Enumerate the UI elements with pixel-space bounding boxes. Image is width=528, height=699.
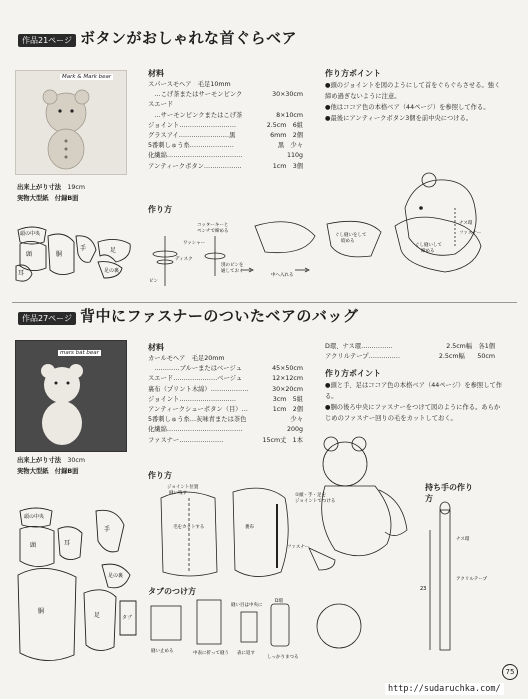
bear-photo-2 bbox=[15, 340, 127, 452]
material-row: スエード bbox=[148, 101, 174, 109]
materials-list-2 bbox=[148, 354, 303, 446]
size-label-2: 出来上がり寸法 30cm bbox=[17, 457, 85, 464]
materials-heading-2: 材料 bbox=[148, 343, 164, 352]
diagram-label: ジョイントでつける bbox=[295, 499, 336, 504]
pattern-part-label: 頭 bbox=[26, 251, 33, 258]
materials-heading-1: 材料 bbox=[148, 69, 164, 78]
material-row: アクリルテープ…………… 2.5cm幅 50cm bbox=[325, 353, 495, 361]
diagram-label: コッターキーと bbox=[197, 223, 229, 228]
tab-heading-2: タブのつけ方 bbox=[148, 587, 196, 596]
howto-list-1 bbox=[325, 80, 505, 124]
diagram-label: 別のピンを bbox=[221, 263, 244, 268]
bear-sketch-1 bbox=[385, 168, 505, 268]
howto-item: ●他はココア色の本格ベア（44ページ）を参照して作る。 bbox=[325, 104, 490, 111]
pattern-pieces-2 bbox=[12, 505, 144, 675]
strap-diagram bbox=[420, 500, 510, 660]
howto-item: ●最後にアンティークボタン3個を前中央につける。 bbox=[325, 115, 473, 122]
bear-illustration-1 bbox=[16, 71, 126, 174]
diagram-label: ぐし縫いして bbox=[415, 243, 442, 248]
section1-page-tag: 作品21ページ bbox=[18, 34, 76, 47]
photo-caption-2: mars bat bear bbox=[60, 350, 99, 356]
pattern-part-label: 頭の中央 bbox=[20, 231, 41, 237]
section2-page-tag: 作品27ページ bbox=[18, 312, 76, 325]
photo-caption-1: Mark & Mark bear bbox=[62, 74, 112, 80]
material-row: ジョイント……………………… 3cm 5組 bbox=[148, 395, 303, 403]
diagram-label: 縫い止める bbox=[151, 649, 174, 654]
material-row: グラスアイ……………………黒 6mm 2個 bbox=[148, 132, 303, 140]
diagram-label: ペンチで締める bbox=[197, 229, 229, 234]
material-row: アンティークボタン……………… 1cm 3個 bbox=[148, 162, 303, 170]
diagram-label: ピン bbox=[149, 279, 158, 284]
material-row: 5番刺しゅう糸…灰味青または茶色 少々 bbox=[148, 416, 303, 424]
diagram-label: ①頭・手・足を bbox=[295, 493, 327, 498]
strap-heading-2: 持ち手の作り方 bbox=[425, 483, 473, 503]
diagram-label: 縫い目は中央に bbox=[231, 603, 263, 608]
diagram-label: ぐし縫いをして bbox=[335, 233, 367, 238]
tab-diagram bbox=[145, 596, 370, 674]
bear-illustration-2 bbox=[16, 341, 126, 451]
page-number: 75 bbox=[502, 664, 518, 680]
pattern-part-label: 耳 bbox=[18, 270, 25, 277]
diagram-label: D環 bbox=[275, 599, 283, 604]
section1-title: ボタンがおしゃれな首ぐらベア bbox=[80, 29, 298, 47]
material-row: ファスナー………………… 15cm丈 1本 bbox=[148, 436, 303, 444]
diagram-label: ジョイント位置 bbox=[167, 485, 199, 490]
material-row: …サーモンピンクまたはこげ茶 8×10cm bbox=[148, 111, 303, 119]
diagram-label: ナス環 bbox=[456, 537, 470, 542]
pattern-part-label: タブ bbox=[122, 615, 133, 621]
pattern-part-label: 手 bbox=[80, 245, 87, 252]
pattern-part-label: 手 bbox=[104, 526, 111, 533]
pattern-part-label: 足 bbox=[110, 247, 117, 254]
material-row: D環、ナス環…………… 2.5cm幅 各1個 bbox=[325, 343, 495, 350]
howto-list-2 bbox=[325, 380, 505, 424]
diagram-label: ファスナー bbox=[287, 545, 310, 550]
diagram-label: ディスク bbox=[175, 257, 193, 262]
pattern-part-label: 足の裏 bbox=[104, 268, 120, 274]
material-row: カールモヘア 毛足20mm bbox=[148, 355, 225, 362]
howto-heading-2: 作り方ポイント bbox=[325, 369, 381, 378]
pattern-part-label: 耳 bbox=[64, 540, 71, 547]
howto-item: ●頭と手、足はココア色の本格ベア（44ページ）を参照して作る。 bbox=[325, 382, 503, 400]
diagram-label: 絞める bbox=[341, 239, 355, 244]
materials-list-1 bbox=[148, 80, 303, 172]
pattern-label-1: 実物大型紙 付録B面 bbox=[17, 195, 79, 202]
material-row: ジョイント……………………… 2.5cm 6組 bbox=[148, 121, 303, 129]
steps-heading-2: 作り方 bbox=[148, 471, 172, 480]
steps-heading-1: 作り方 bbox=[148, 205, 172, 214]
pattern-part-label: 頭の中央 bbox=[24, 514, 45, 520]
pattern-part-label: 胴 bbox=[56, 251, 63, 258]
material-row: 裏布（プリント木綿）……………… 30×20cm bbox=[148, 385, 303, 393]
diagram-label: 通しておく bbox=[221, 269, 244, 274]
material-row: スエード…………………ベージュ 12×12cm bbox=[148, 375, 303, 383]
diagram-label: 縫い残す bbox=[169, 491, 187, 496]
steps-diagram-2 bbox=[145, 478, 315, 584]
diagram-label: ワッシャー bbox=[183, 241, 206, 246]
material-row: スパースモヘア 毛足10mm bbox=[148, 81, 231, 88]
diagram-label: 中表に折って縫う bbox=[193, 651, 229, 656]
section-divider bbox=[12, 302, 517, 303]
howto-item: ●頭のジョイントを図のようにして首をぐらぐらさせる。強く締め過ぎないように注意。 bbox=[325, 82, 501, 100]
diagram-label: ファスナー bbox=[459, 231, 482, 236]
material-row: …こげ茶またはサーモンピンク 30×30cm bbox=[148, 91, 303, 99]
pattern-part-label: 胴 bbox=[38, 608, 45, 615]
material-row: アンティークシューボタン（目）… 1cm 2個 bbox=[148, 406, 303, 414]
howto-item: ●胴の後ろ中央にファスナーをつけて図のように作る。あらかじめのファスナー回りの毛をカットしておく。 bbox=[325, 404, 501, 422]
diagram-label: アクリルテープ bbox=[456, 577, 488, 582]
materials-right-2 bbox=[325, 342, 495, 362]
material-row: …………ブルーまたはベージュ 45×50cm bbox=[148, 365, 303, 373]
diagram-label: ナス環 bbox=[459, 221, 473, 226]
pattern-part-label: 頭 bbox=[30, 542, 37, 549]
material-row: 5番刺しゅう糸………………… 黒 少々 bbox=[148, 142, 303, 150]
pattern-part-label: 足 bbox=[94, 612, 101, 619]
material-row: 化繊綿……………………………… 110g bbox=[148, 152, 303, 160]
section2-title: 背中にファスナーのついたベアのバッグ bbox=[80, 307, 359, 325]
diagram-label: 毛をカットする bbox=[173, 525, 205, 530]
diagram-label: 中へ入れる bbox=[271, 273, 294, 278]
strap-dim: 23 bbox=[420, 586, 427, 592]
howto-heading-1: 作り方ポイント bbox=[325, 69, 381, 78]
size-label-1: 出来上がり寸法 19cm bbox=[17, 184, 85, 191]
source-url[interactable]: http://sudaruchka.com/ bbox=[385, 683, 504, 695]
pattern-pieces-1 bbox=[12, 222, 142, 302]
bear-sketch-2 bbox=[295, 420, 425, 580]
diagram-label: 裏布 bbox=[245, 525, 254, 530]
pattern-label-2: 実物大型紙 付録B面 bbox=[17, 468, 79, 475]
pattern-part-label: 足の裏 bbox=[108, 573, 124, 579]
bear-photo-1 bbox=[15, 70, 127, 175]
diagram-label: 締める bbox=[421, 249, 435, 254]
diagram-label: 表に返す bbox=[237, 651, 255, 656]
diagram-label: しっかりまつる bbox=[267, 655, 299, 660]
material-row: 化繊綿……………………………… 200g bbox=[148, 426, 303, 434]
